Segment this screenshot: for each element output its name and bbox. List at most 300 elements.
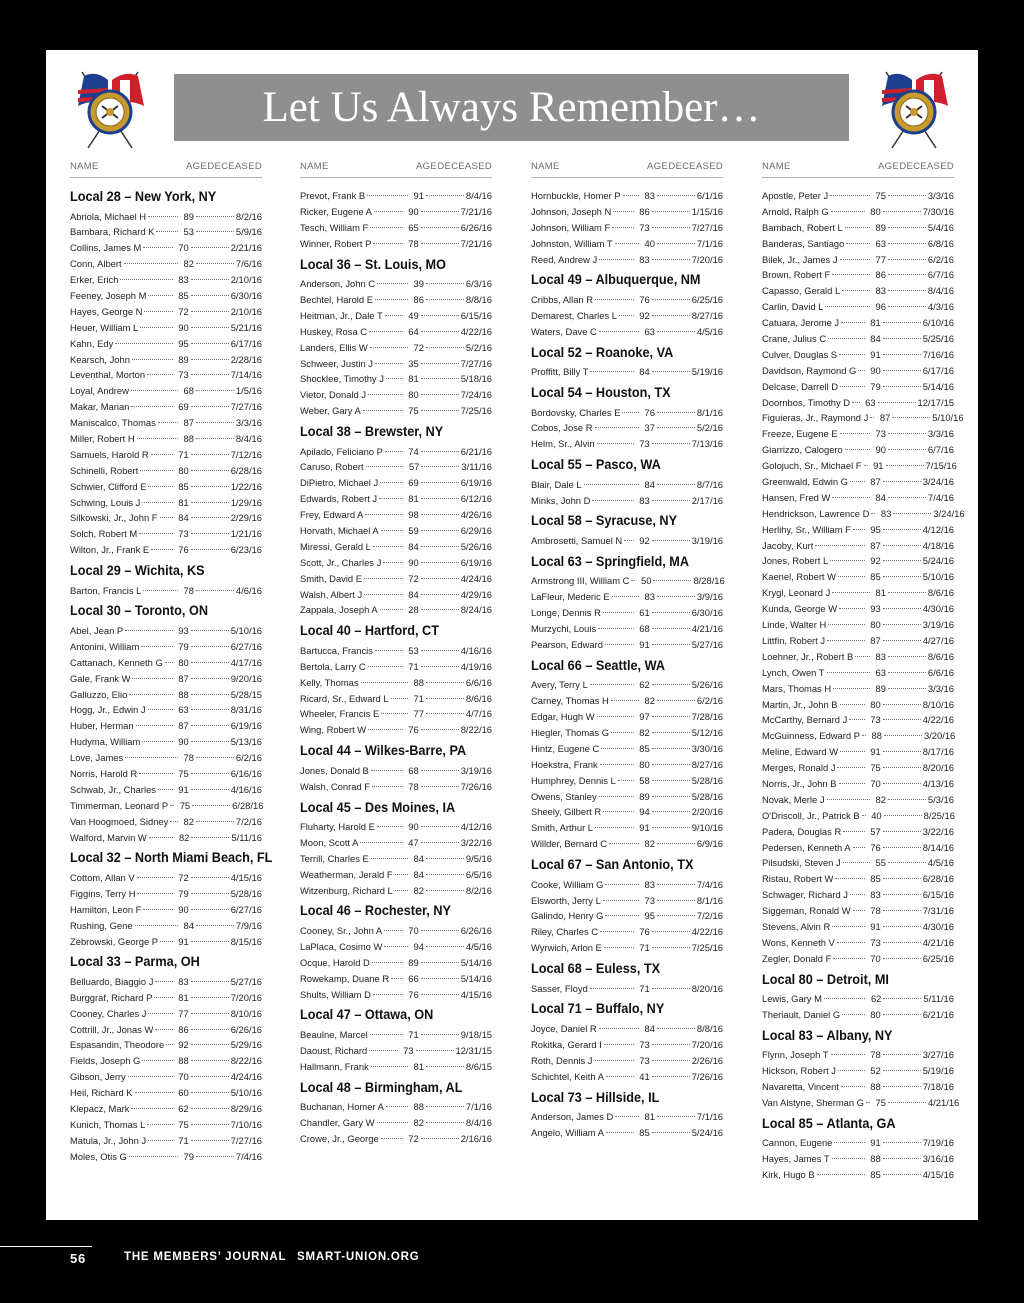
member-row (531, 292, 723, 308)
leader-dots (191, 741, 229, 742)
member-row (300, 292, 492, 308)
union-emblem-flags-icon (872, 66, 956, 150)
leader-dots (652, 1044, 690, 1045)
leader-dots (815, 545, 864, 546)
member-age: 62 (639, 679, 650, 691)
member-deceased-date: 6/26/16 (460, 221, 492, 233)
member-deceased-date: 4/27/16 (922, 634, 954, 646)
member-age: 49 (408, 309, 419, 321)
member-age: 77 (875, 253, 886, 265)
leader-dots (191, 662, 229, 663)
header-deceased: DECEASED (207, 161, 262, 172)
member-name: Schinelli, Robert (70, 464, 139, 476)
leader-dots (866, 1102, 870, 1103)
member-name: LaFleur, Mederic E (531, 591, 610, 603)
member-row (70, 902, 262, 918)
member-age: 57 (408, 461, 420, 473)
member-age: 81 (870, 317, 881, 329)
member-row (762, 633, 954, 649)
member-name: Carney, Thomas H (531, 695, 609, 707)
leader-dots (828, 624, 864, 625)
leader-dots (191, 877, 229, 878)
member-age: 82 (183, 258, 194, 270)
leader-dots (191, 630, 229, 631)
member-name: Culver, Douglas S (762, 348, 838, 360)
leader-dots (125, 757, 178, 758)
member-deceased-date: 7/27/16 (691, 221, 723, 233)
member-name: Littfin, Robert J (762, 634, 826, 646)
member-row (70, 886, 262, 902)
member-name: Kirk, Hugo B (762, 1169, 815, 1181)
member-name: Hoekstra, Frank (531, 758, 598, 770)
member-name: Hendrickson, Lawrence D (762, 507, 870, 519)
leader-dots (652, 684, 690, 685)
leader-dots (367, 195, 408, 196)
member-row (70, 870, 262, 886)
member-age: 78 (408, 780, 419, 792)
member-age: 94 (639, 806, 650, 818)
member-age: 75 (870, 762, 881, 774)
member-age: 84 (639, 366, 650, 378)
member-deceased-date: 9/10/16 (691, 822, 723, 834)
leader-dots (845, 449, 870, 450)
leader-dots (832, 497, 870, 498)
member-row (762, 697, 954, 713)
leader-dots (883, 1070, 921, 1071)
member-deceased-date: 5/19/16 (922, 1065, 954, 1077)
member-name: Minks, John D (531, 494, 591, 506)
leader-dots (883, 958, 921, 959)
member-age: 80 (870, 205, 881, 217)
leader-dots (657, 596, 695, 597)
member-age: 81 (178, 991, 189, 1003)
member-row (531, 1125, 723, 1141)
member-deceased-date: 5/13/16 (230, 736, 262, 748)
member-age: 90 (408, 821, 419, 832)
leader-dots (888, 227, 926, 228)
member-name: Frey, Edward A (300, 509, 364, 521)
member-row (762, 1151, 954, 1167)
member-age: 80 (178, 656, 189, 668)
leader-dots (657, 915, 695, 916)
member-deceased-date: 3/3/16 (927, 682, 954, 694)
member-age: 71 (408, 660, 419, 672)
leader-dots (386, 1106, 408, 1107)
member-name: Wyrwich, Arlon E (531, 942, 602, 954)
leader-dots (888, 1102, 926, 1103)
member-name: Miller, Robert H (70, 432, 135, 444)
leader-dots (421, 786, 459, 787)
member-name: Makar, Marian (70, 401, 130, 413)
member-row (70, 495, 262, 511)
leader-dots (883, 847, 921, 848)
member-age: 86 (639, 205, 650, 217)
member-deceased-date: 5/26/16 (460, 540, 492, 552)
journal-name: THE MEMBERS’ JOURNAL (124, 1251, 287, 1263)
member-row (531, 677, 723, 693)
leader-dots (883, 370, 921, 371)
leader-dots (883, 719, 921, 720)
member-name: Siggeman, Ronald W (762, 905, 851, 917)
member-age: 91 (639, 638, 650, 650)
member-row (70, 655, 262, 671)
leader-dots (371, 1066, 408, 1067)
leader-dots (883, 910, 921, 911)
member-name: Loyal, Andrew (70, 385, 129, 397)
member-row (531, 908, 723, 924)
member-name: Belluardo, Biaggio J (70, 975, 154, 987)
leader-dots (623, 195, 639, 196)
member-deceased-date: 7/31/16 (922, 905, 954, 917)
member-row (762, 506, 965, 522)
leader-dots (598, 628, 634, 629)
member-row (300, 883, 492, 899)
member-name: Klepacz, Mark (70, 1103, 130, 1115)
member-row (762, 331, 954, 347)
member-deceased-date: 7/16/16 (922, 348, 954, 360)
leader-dots (883, 942, 921, 943)
leader-dots (129, 1156, 178, 1157)
leader-dots (375, 299, 408, 300)
leader-dots (652, 211, 690, 212)
member-age: 68 (639, 623, 650, 635)
member-row (300, 324, 492, 340)
member-age: 71 (413, 692, 424, 704)
member-deceased-date: 6/30/16 (230, 289, 262, 301)
local-heading: Local 29 – Wichita, KS (70, 563, 205, 579)
leader-dots (837, 942, 865, 943)
leader-dots (830, 560, 865, 561)
leader-dots (599, 1028, 639, 1029)
member-row (531, 364, 723, 380)
member-row (300, 236, 492, 252)
member-age: 78 (408, 237, 419, 249)
leader-dots (888, 688, 926, 689)
member-name: Stevens, Alvin R (762, 920, 831, 932)
member-age: 88 (870, 1081, 881, 1093)
member-age: 57 (870, 825, 881, 837)
leader-dots (426, 874, 464, 875)
leader-dots (883, 576, 921, 577)
member-deceased-date: 1/22/16 (230, 480, 262, 492)
member-row (531, 693, 723, 709)
member-deceased-date: 5/11/16 (231, 831, 262, 843)
leader-dots (840, 704, 865, 705)
leader-dots (883, 608, 921, 609)
member-deceased-date: 6/17/16 (922, 364, 954, 376)
member-age: 83 (880, 507, 892, 519)
member-row (762, 935, 954, 951)
leader-dots (657, 412, 695, 413)
leader-dots (191, 837, 229, 838)
local-heading: Local 71 – Buffalo, NY (531, 1001, 665, 1017)
member-name: Lynch, Owen T (762, 666, 825, 678)
member-deceased-date: 4/24/16 (460, 572, 492, 584)
leader-dots (421, 466, 459, 467)
leader-dots (883, 529, 921, 530)
member-age: 52 (870, 1065, 881, 1077)
member-row (300, 403, 492, 419)
member-row (531, 252, 723, 268)
member-row (70, 918, 262, 934)
leader-dots (148, 1013, 172, 1014)
leader-dots (426, 713, 464, 714)
leader-dots (592, 500, 633, 501)
leader-dots (652, 796, 690, 797)
leader-dots (883, 624, 921, 625)
member-name: Edgar, Hugh W (531, 711, 595, 723)
member-row (762, 315, 954, 331)
member-age: 84 (875, 491, 886, 503)
member-age: 75 (875, 1097, 886, 1109)
leader-dots (196, 216, 234, 217)
leader-dots (657, 700, 695, 701)
member-row (762, 188, 954, 204)
member-row (531, 188, 723, 204)
leader-dots (139, 773, 173, 774)
leader-dots (883, 831, 921, 832)
leader-dots (652, 988, 690, 989)
member-deceased-date: 8/27/16 (691, 758, 723, 770)
leader-dots (871, 513, 875, 514)
member-age: 60 (178, 1087, 189, 1099)
member-deceased-date: 6/10/16 (922, 317, 954, 329)
member-row (70, 383, 262, 399)
leader-dots (154, 997, 172, 998)
member-name: Burggraf, Richard P (70, 991, 153, 1003)
leader-dots (421, 1034, 459, 1035)
leader-dots (191, 1092, 229, 1093)
leader-dots (883, 386, 921, 387)
member-deceased-date: 7/27/16 (230, 1134, 262, 1146)
member-name: Hickson, Robert J (762, 1065, 836, 1077)
member-deceased-date: 6/19/16 (460, 556, 492, 568)
member-row (762, 553, 954, 569)
leader-dots (421, 650, 459, 651)
member-age: 81 (408, 373, 419, 385)
leader-dots (883, 560, 921, 561)
member-age: 75 (179, 799, 191, 811)
member-name: Samuels, Harold R (70, 448, 149, 460)
member-age: 83 (644, 190, 655, 201)
header-age: AGE (416, 161, 437, 172)
leader-dots (196, 422, 234, 423)
member-age: 86 (875, 269, 886, 281)
member-name: Conn, Albert (70, 258, 122, 270)
leader-dots (148, 295, 172, 296)
leader-dots (143, 590, 178, 591)
member-row (531, 725, 723, 741)
leader-dots (368, 666, 403, 667)
member-name: Meline, Edward W (762, 746, 839, 758)
member-age: 65 (408, 221, 419, 233)
website-link[interactable]: SMART-UNION.ORG (297, 1251, 420, 1263)
member-name: Bordovsky, Charles E (531, 406, 621, 418)
leader-dots (191, 549, 229, 550)
local-heading: Local 63 – Springfield, MA (531, 553, 689, 569)
leader-dots (421, 363, 459, 364)
member-deceased-date: 7/28/16 (691, 711, 723, 723)
member-deceased-date: 2/20/16 (691, 806, 723, 818)
member-deceased-date: 8/4/16 (235, 432, 262, 444)
member-name: Kahn, Edy (70, 337, 114, 349)
leader-dots (421, 394, 459, 395)
member-name: Johnson, William F (531, 221, 611, 233)
member-deceased-date: 7/25/16 (460, 405, 492, 417)
leader-dots (846, 243, 870, 244)
leader-dots (888, 274, 926, 275)
leader-dots (590, 988, 634, 989)
member-row (762, 601, 954, 617)
member-row (70, 639, 262, 655)
member-age: 91 (870, 746, 881, 758)
member-row (762, 204, 954, 220)
leader-dots (426, 1066, 464, 1067)
leader-dots (421, 482, 459, 483)
member-age: 88 (413, 1101, 424, 1113)
member-row (531, 981, 723, 997)
member-deceased-date: 8/22/16 (460, 724, 492, 736)
leader-dots (878, 402, 916, 403)
member-row (300, 835, 492, 851)
member-row (762, 1167, 954, 1183)
leader-dots (653, 580, 691, 581)
member-name: Cattanach, Kenneth G (70, 656, 163, 668)
member-deceased-date: 7/26/16 (691, 1070, 723, 1082)
member-name: Cobos, Jose R (531, 422, 593, 434)
member-age: 80 (178, 464, 189, 476)
member-deceased-date: 8/4/16 (465, 1116, 492, 1128)
leader-dots (840, 433, 870, 434)
member-age: 80 (870, 1009, 881, 1021)
member-row (762, 220, 954, 236)
member-age: 73 (639, 1054, 650, 1066)
member-deceased-date: 8/22/16 (230, 1055, 262, 1067)
member-row (70, 336, 262, 352)
member-name: Gale, Frank W (70, 672, 131, 684)
member-row (531, 1109, 723, 1125)
member-deceased-date: 5/14/16 (460, 972, 492, 984)
leader-dots (170, 805, 174, 806)
leader-dots (619, 315, 634, 316)
member-row (762, 538, 954, 554)
member-name: Cooke, William G (531, 878, 604, 890)
member-row (531, 573, 723, 589)
member-row (300, 939, 492, 955)
leader-dots (366, 466, 404, 467)
member-deceased-date: 8/10/16 (922, 698, 954, 710)
leader-dots (196, 590, 234, 591)
member-row (300, 851, 492, 867)
member-deceased-date: 6/21/16 (922, 1009, 954, 1021)
member-age: 83 (875, 285, 886, 297)
member-age: 62 (178, 1103, 189, 1115)
header-deceased: DECEASED (668, 161, 723, 172)
member-age: 90 (408, 556, 419, 568)
leader-dots (191, 646, 229, 647)
member-age: 76 (408, 988, 419, 1000)
member-deceased-date: 8/20/16 (691, 982, 723, 994)
member-name: Sheely, Gilbert R (531, 806, 602, 818)
member-name: Edwards, Robert J (300, 493, 378, 505)
member-deceased-date: 6/21/16 (460, 445, 492, 457)
leader-dots (850, 894, 865, 895)
leader-dots (140, 327, 172, 328)
leader-dots (833, 688, 870, 689)
member-age: 53 (408, 644, 419, 656)
member-name: Roth, Dennis J (531, 1054, 593, 1066)
member-age: 96 (875, 301, 886, 313)
member-name: Winner, Robert P (300, 237, 372, 249)
member-name: Miressi, Gerald L (300, 540, 371, 552)
member-deceased-date: 3/11/16 (461, 461, 492, 473)
leader-dots (191, 773, 229, 774)
member-deceased-date: 5/27/16 (691, 638, 723, 650)
member-deceased-date: 4/30/16 (922, 603, 954, 615)
leader-dots (839, 608, 865, 609)
member-name: Weatherman, Jerald F (300, 868, 393, 880)
leader-dots (364, 578, 403, 579)
member-row (762, 585, 954, 601)
member-age: 78 (870, 905, 881, 917)
leader-dots (421, 770, 459, 771)
member-row (70, 1006, 262, 1022)
leader-dots (883, 998, 921, 999)
member-deceased-date: 7/10/16 (230, 1118, 262, 1130)
member-name: Bertola, Larry C (300, 660, 366, 672)
member-deceased-date: 6/2/16 (696, 695, 723, 707)
member-name: Wing, Robert W (300, 724, 367, 736)
member-row (762, 744, 954, 760)
member-deceased-date: 3/19/16 (460, 764, 492, 776)
leader-dots (852, 402, 859, 403)
member-name: Hiegler, Thomas G (531, 726, 609, 738)
leader-dots (158, 422, 178, 423)
memorial-column (531, 161, 723, 1141)
member-row (762, 236, 954, 252)
member-name: Banderas, Santiago (762, 237, 845, 249)
leader-dots (191, 678, 229, 679)
member-deceased-date: 7/19/16 (922, 1137, 954, 1149)
member-deceased-date: 5/12/16 (691, 726, 723, 738)
leader-dots (136, 725, 173, 726)
member-name: Walsh, Albert J (300, 588, 363, 600)
member-row (762, 665, 954, 681)
header-name: NAME (531, 161, 560, 172)
member-name: Pilsudski, Steven J (762, 857, 841, 869)
member-name: Cooney, Charles J (70, 1007, 147, 1019)
leader-dots (839, 354, 865, 355)
leader-dots (870, 417, 874, 418)
member-deceased-date: 6/6/16 (927, 666, 954, 678)
member-name: Theriault, Daniel G (762, 1009, 841, 1021)
leader-dots (883, 322, 921, 323)
leader-dots (652, 540, 690, 541)
memorial-column (70, 161, 273, 1165)
leader-dots (421, 826, 459, 827)
local-heading: Local 83 – Albany, NY (762, 1027, 893, 1043)
leader-dots (421, 994, 459, 995)
leader-dots (371, 858, 408, 859)
member-age: 92 (178, 1039, 189, 1051)
member-deceased-date: 4/30/16 (922, 920, 954, 932)
member-name: Shults, William D (300, 988, 371, 1000)
member-age: 28 (408, 604, 419, 616)
member-name: Demarest, Charles L (531, 309, 617, 321)
leader-dots (832, 926, 864, 927)
member-name: Silkowski, Jr., John F (70, 512, 158, 524)
leader-dots (855, 656, 870, 657)
